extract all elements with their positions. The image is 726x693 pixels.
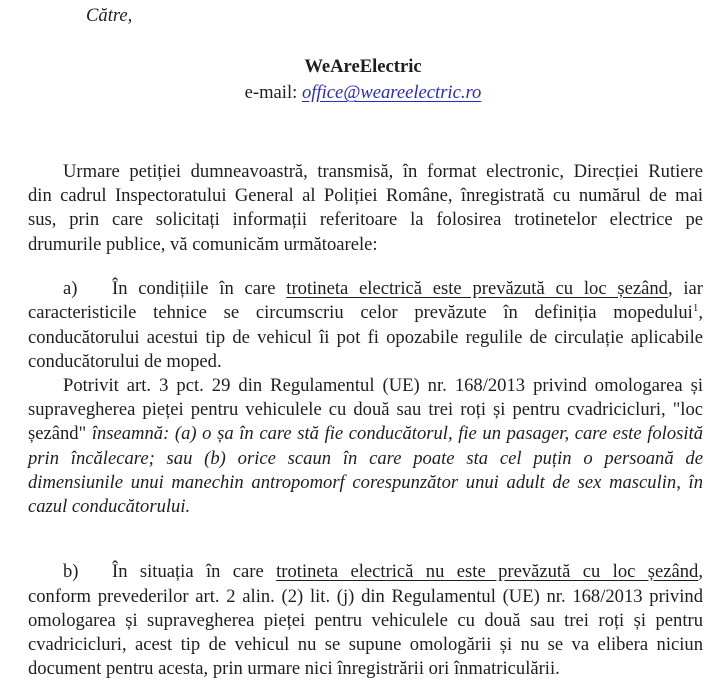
org-name: WeAreElectric bbox=[304, 56, 422, 77]
recipient-salutation: Către, bbox=[86, 5, 133, 26]
point-b-line-5: document pentru acesta, prin urmare nici înregistrării ori înmatriculării. bbox=[28, 658, 560, 679]
point-a-l1-underlined: trotineta electrică este prevăzută cu loc șezând bbox=[286, 278, 668, 299]
regulation-l3-italic: înseamnă: (a) o șa în care stă fie conducătorul, fie un pasager, care este folosită bbox=[91, 423, 703, 444]
point-b-l1-underlined: trotineta electrică nu este prevăzută cu loc șezând bbox=[276, 561, 699, 582]
point-a-l2-post: , bbox=[698, 302, 703, 323]
regulation-line-1: Potrivit art. 3 pct. 29 din Regulamentul (UE) nr. 168/2013 privind omologarea și bbox=[63, 375, 703, 396]
point-b-l1-post: , bbox=[698, 561, 703, 582]
point-a-line-4: conducătorului de moped. bbox=[28, 351, 222, 372]
intro-line-3: sus, prin care solicitați informații referitoare la folosirea trotinetelor electrice pe bbox=[28, 209, 703, 230]
regulation-line-2: supravegherea pieței pentru vehiculele cu două sau trei roți și pentru cvadricicluri, "loc bbox=[28, 399, 703, 420]
regulation-line-6: cazul conducătorului. bbox=[28, 496, 191, 517]
email-label: e-mail: bbox=[244, 82, 298, 103]
point-a-marker: a) bbox=[63, 278, 78, 299]
regulation-line-4: prin încălecare; sau (b) orice scaun în care poate sta cel puțin o persoană de bbox=[28, 448, 703, 469]
point-b-marker: b) bbox=[63, 561, 79, 582]
email-link[interactable]: office@weareelectric.ro bbox=[301, 82, 482, 103]
point-a-l2-text: caracteristicile tehnice se circumscriu celor prevăzute în definiția mopedului bbox=[28, 302, 693, 323]
footnote-marker[interactable]: 1 bbox=[692, 302, 699, 314]
point-a-line-2 bbox=[28, 301, 703, 325]
point-b-line-3: omologarea și supravegherea pieței pentru vehiculele cu două sau trei roți și pentru bbox=[28, 610, 703, 631]
point-b-l1-pre: În situația în care bbox=[112, 561, 264, 582]
point-b-line-2: conform prevederilor art. 2 alin. (2) lit. (j) din Regulamentul (UE) nr. 168/2013 privind bbox=[28, 586, 703, 607]
regulation-l3-normal: șezând" bbox=[28, 423, 87, 444]
intro-line-4: drumurile publice, vă comunicăm următoarele: bbox=[28, 234, 378, 255]
point-b-line-4: cvadricicluri, acest tip de vehicul nu se supune omologării și nu se va elibera niciun bbox=[28, 634, 703, 655]
regulation-line-5: dimensiunile unui manechin antropomorf corespunzător unui adult de sex masculin, în bbox=[28, 472, 703, 493]
point-b-line-1 bbox=[112, 560, 703, 584]
intro-line-1: Urmare petiției dumneavoastră, transmisă, în format electronic, Direcției Rutiere bbox=[63, 161, 703, 182]
regulation-line-3 bbox=[28, 422, 703, 446]
point-a-line-3: conducătorului acestui tip de vehicul îi pot fi opozabile regulile de circulație aplicabile bbox=[28, 327, 703, 348]
point-a-l1-pre: În condițiile în care bbox=[112, 278, 276, 299]
point-a-line-1 bbox=[112, 277, 703, 301]
intro-line-2: din cadrul Inspectoratului General al Poliției Române, înregistrată cu numărul de mai bbox=[28, 185, 703, 206]
recipient-name bbox=[0, 55, 726, 79]
point-a-l1-post: , iar bbox=[667, 278, 703, 299]
recipient-email-line bbox=[0, 81, 726, 105]
